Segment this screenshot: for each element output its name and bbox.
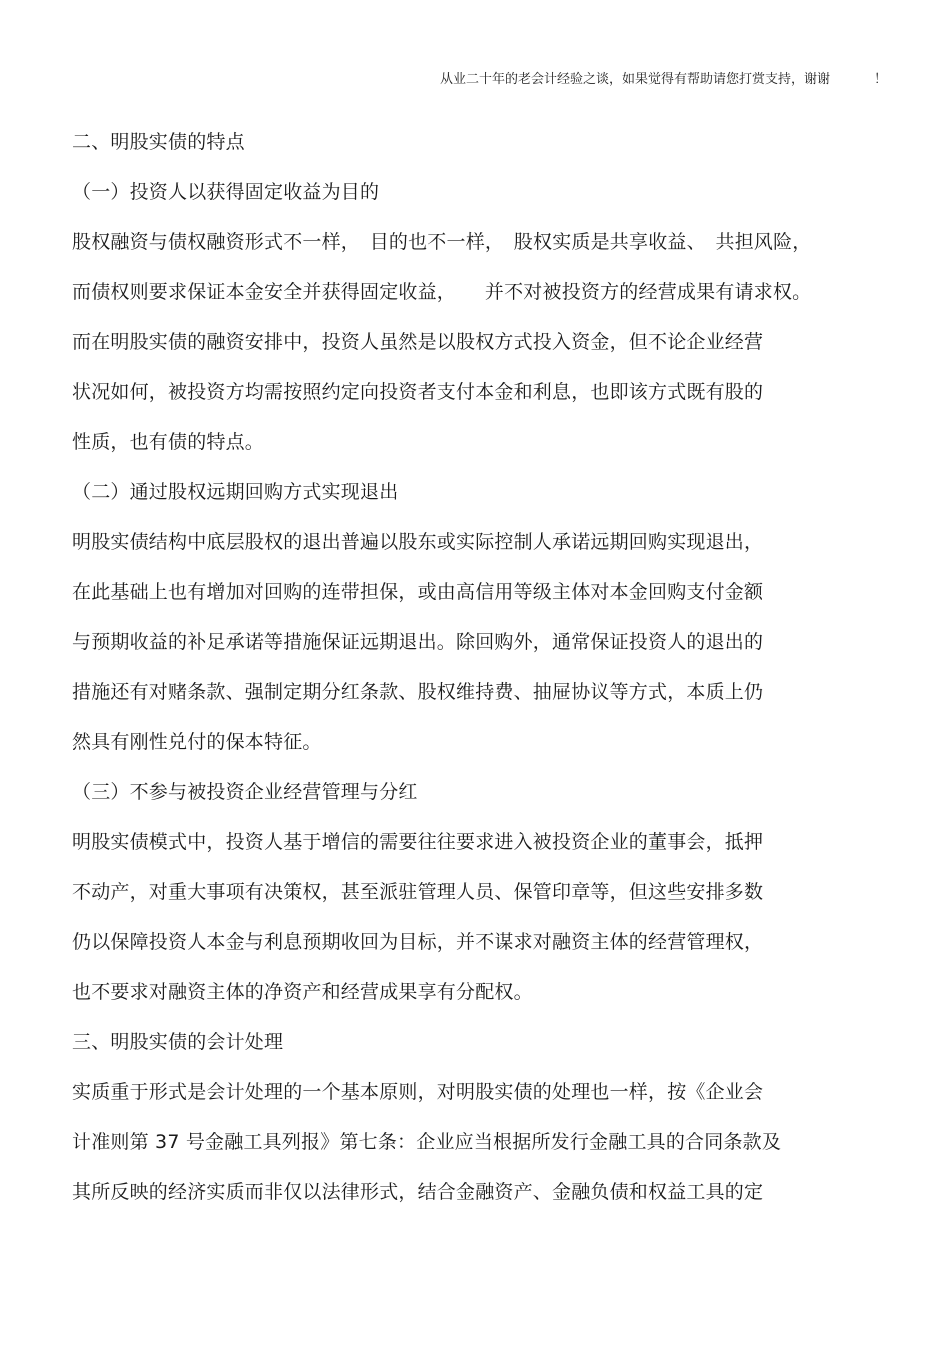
paragraph-line: 实质重于形式是会计处理的一个基本原则，对明股实债的处理也一样，按《企业会 bbox=[72, 1081, 764, 1103]
subheading-3: （三）不参与被投资企业经营管理与分红 bbox=[72, 781, 418, 803]
paragraph-line: 状况如何，被投资方均需按照约定向投资者支付本金和利息，也即该方式既有股的 bbox=[72, 381, 764, 403]
header-note bbox=[440, 68, 887, 87]
paragraph-line: 计准则第 37 号金融工具列报》第七条：企业应当根据所发行金融工具的合同条款及 bbox=[72, 1131, 782, 1153]
subheading-1: （一）投资人以获得固定收益为目的 bbox=[72, 181, 380, 203]
heading-section-3: 三、明股实债的会计处理 bbox=[72, 1031, 284, 1053]
paragraph-line: 与预期收益的补足承诺等措施保证远期退出。除回购外，通常保证投资人的退出的 bbox=[72, 631, 764, 653]
paragraph-line: 也不要求对融资主体的净资产和经营成果享有分配权。 bbox=[72, 981, 533, 1003]
paragraph-line: 措施还有对赌条款、强制定期分红条款、股权维持费、抽屉协议等方式，本质上仍 bbox=[72, 681, 764, 703]
subheading-2: （二）通过股权远期回购方式实现退出 bbox=[72, 481, 399, 503]
heading-section-2: 二、明股实债的特点 bbox=[72, 131, 245, 153]
paragraph-line: 股权融资与债权融资形式不一样， 目的也不一样， 股权实质是共享收益、 共担风险， bbox=[72, 231, 812, 253]
paragraph-line: 明股实债结构中底层股权的退出普遍以股东或实际控制人承诺远期回购实现退出， bbox=[72, 531, 764, 553]
paragraph-line: 然具有刚性兑付的保本特征。 bbox=[72, 731, 322, 753]
paragraph-line: 明股实债模式中，投资人基于增信的需要往往要求进入被投资企业的董事会，抵押 bbox=[72, 831, 764, 853]
paragraph-line: 而债权则要求保证本金安全并获得固定收益， 并不对被投资方的经营成果有请求权。 bbox=[72, 281, 812, 303]
paragraph-line: 仍以保障投资人本金与利息预期收回为目标，并不谋求对融资主体的经营管理权， bbox=[72, 931, 764, 953]
header-note-text: 从业二十年的老会计经验之谈，如果觉得有帮助请您打赏支持，谢谢 bbox=[440, 72, 831, 87]
paragraph-line: 不动产，对重大事项有决策权，甚至派驻管理人员、保管印章等，但这些安排多数 bbox=[72, 881, 764, 903]
paragraph-line: 其所反映的经济实质而非仅以法律形式，结合金融资产、金融负债和权益工具的定 bbox=[72, 1181, 764, 1203]
header-note-exclaim: ！ bbox=[874, 72, 888, 87]
paragraph-line: 而在明股实债的融资安排中，投资人虽然是以股权方式投入资金，但不论企业经营 bbox=[72, 331, 764, 353]
paragraph-line: 性质，也有债的特点。 bbox=[72, 431, 265, 453]
paragraph-line: 在此基础上也有增加对回购的连带担保，或由高信用等级主体对本金回购支付金额 bbox=[72, 581, 764, 603]
